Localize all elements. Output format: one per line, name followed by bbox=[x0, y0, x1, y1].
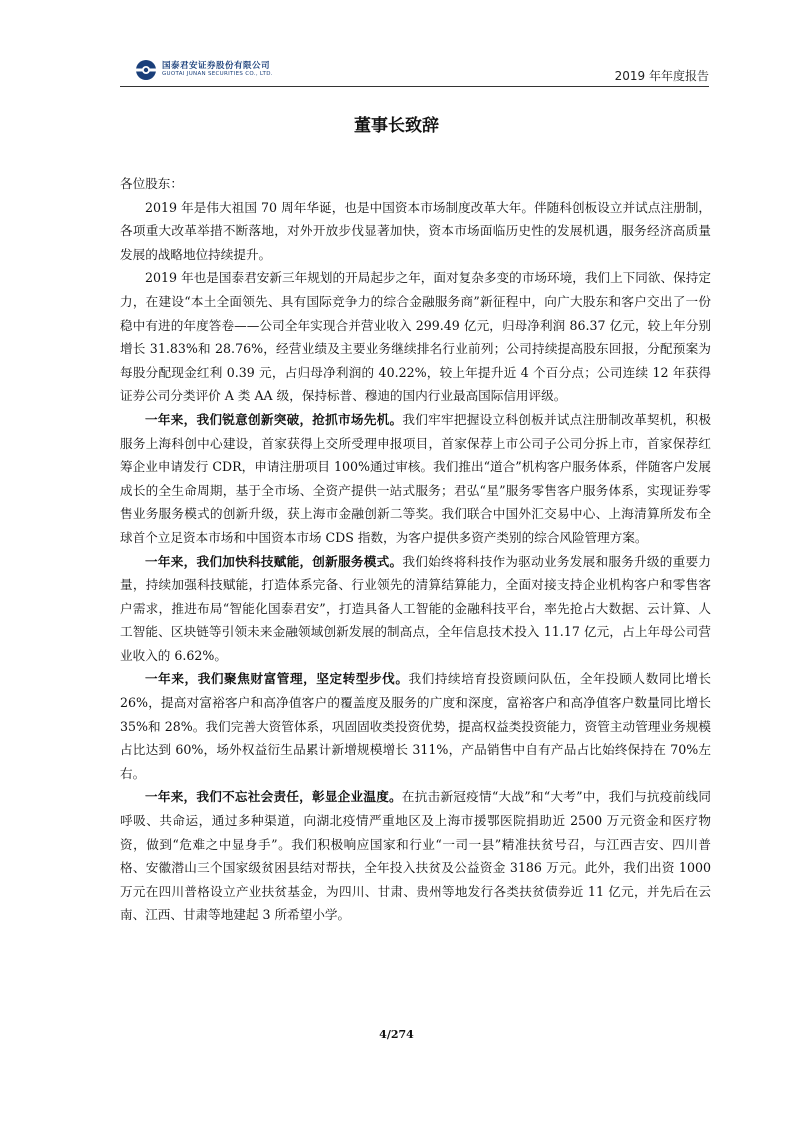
paragraph-text: 在抗击新冠疫情“大战”和“大考”中，我们与抗疫前线同呼吸、共命运，通过多种渠道，向湖北疫情严重地区及上海市援鄂医院捐助近 2500 万元资金和医疗物资，做到“危难之中显身手”。我们积极响应国家和行业“一司一县”精准扶贫号召，与江西吉安、四川普格、安徽潜山三个国家级贫困县结对帮扶，全年投入扶贫及公益资金 3186 万元。此外，我们出资 1000 万元在四川普格设立产业扶贫基金，为四川、甘肃、贵州等地发行各类扶贫债券近 11 亿元，并先后在云南、江西、甘肃等地建起 3 所希望小学。 bbox=[120, 789, 711, 923]
paragraph-lead: 一年来，我们锐意创新突破，抢抓市场先机。 bbox=[145, 411, 403, 427]
paragraph-text: 我们牢牢把握设立科创板并试点注册制改革契机，积极服务上海科创中心建设，首家获得上交所受理申报项目，首家保荐上市公司子公司分拆上市，首家保荐红筹企业申请发行 CDR，申请注册项目 100%通过审核。我们推出“道合”机构客户服务体系，伴随客户发展成长的全生命周期，基于全市场、全资产提供一站式服务；君弘“星”服务零售客户服务体系，实现证券零售业务服务模式的创新升级，获上海市金融创新二等奖。我们联合中国外汇交易中心、上海清算所发布全球首个立足资本市场和中国资本市场 CDS 指数，为客户提供多资产类别的综合风险管理方案。 bbox=[120, 411, 712, 545]
paragraph-text: 2019 年是伟大祖国 70 周年华诞，也是中国资本市场制度改革大年。伴随科创板设立并试点注册制，各项重大改革举措不断落地，对外开放步伐显著加快，资本市场面临历史性的发展机遇，服务经济高质量发展的战略地位持续提升。 bbox=[120, 199, 711, 262]
paragraph bbox=[120, 550, 711, 668]
salutation: 各位股东： bbox=[120, 176, 183, 191]
paragraph-text: 我们始终将科技作为驱动业务发展和服务升级的重要力量，持续加强科技赋能，打造体系完备、行业领先的清算结算能力，全面对接支持企业机构客户和零售客户需求，推进布局“智能化国泰君安”，打造具备人工智能的金融科技平台，率先抢占大数据、云计算、人工智能、区块链等引领未来金融领域创新发展的制高点，全年信息技术投入 11.17 亿元，占上年母公司营业收入的 6.62%。 bbox=[120, 553, 712, 663]
paragraph bbox=[120, 785, 711, 927]
paragraph bbox=[120, 408, 711, 550]
page-number: 4/274 bbox=[379, 1028, 414, 1041]
paragraph bbox=[120, 266, 711, 408]
logo-company-name-en: GUOTAI JUNAN SECURITIES CO., LTD. bbox=[162, 71, 273, 77]
page-title: 董事长致辞 bbox=[354, 116, 439, 136]
paragraph-text: 2019 年也是国泰君安新三年规划的开局起步之年，面对复杂多变的市场环境，我们上下同欲、保持定力，在建设“本土全面领先、具有国际竞争力的综合金融服务商”新征程中，向广大股东和客户交出了一份稳中有进的年度答卷——公司全年实现合并营业收入 299.49 亿元，归母净利润 86.37 亿元，较上年分别增长 31.83%和 28.76%，经营业绩及主要业务继续排名行业前列；公司持续提高股东回报，分配预案为每股分配现金红利 0.39 元，占归母净利润的 40.22%，较上年提升近 4 个百分点；公司连续 12 年获得证券公司分类评价 A 类 AA 级，保持标普、穆迪的国内行业最高国际信用评级。 bbox=[120, 270, 711, 404]
report-title: 2019 年年度报告 bbox=[614, 69, 709, 83]
paragraph-lead: 一年来，我们聚焦财富管理，坚定转型步伐。 bbox=[145, 671, 409, 687]
paragraph bbox=[120, 667, 711, 785]
paragraph-lead: 一年来，我们加快科技赋能，创新服务模式。 bbox=[145, 553, 403, 569]
logo-company-name-cn: 国泰君安证券股份有限公司 bbox=[162, 61, 271, 71]
letter-body bbox=[120, 172, 711, 927]
company-logo bbox=[134, 58, 334, 82]
paragraph-text: 我们持续培育投资顾问队伍，全年投顾人数同比增长 26%，提高对富裕客户和高净值客户的覆盖度及服务的广度和深度，富裕客户和高净值客户数量同比增长 35%和 28%。我们完善大资管体系，巩固固收类投资优势，提高权益类投资能力，资管主动管理业务规模占比达到 60%，场外权益衍生品累计新增规模增长 311%，产品销售中自有产品占比始终保持在 70%左右。 bbox=[120, 671, 712, 781]
paragraph bbox=[120, 196, 711, 267]
page-header bbox=[120, 54, 709, 87]
logo-emblem-icon bbox=[134, 58, 158, 82]
paragraph-lead: 一年来，我们不忘社会责任，彰显企业温度。 bbox=[145, 789, 402, 805]
